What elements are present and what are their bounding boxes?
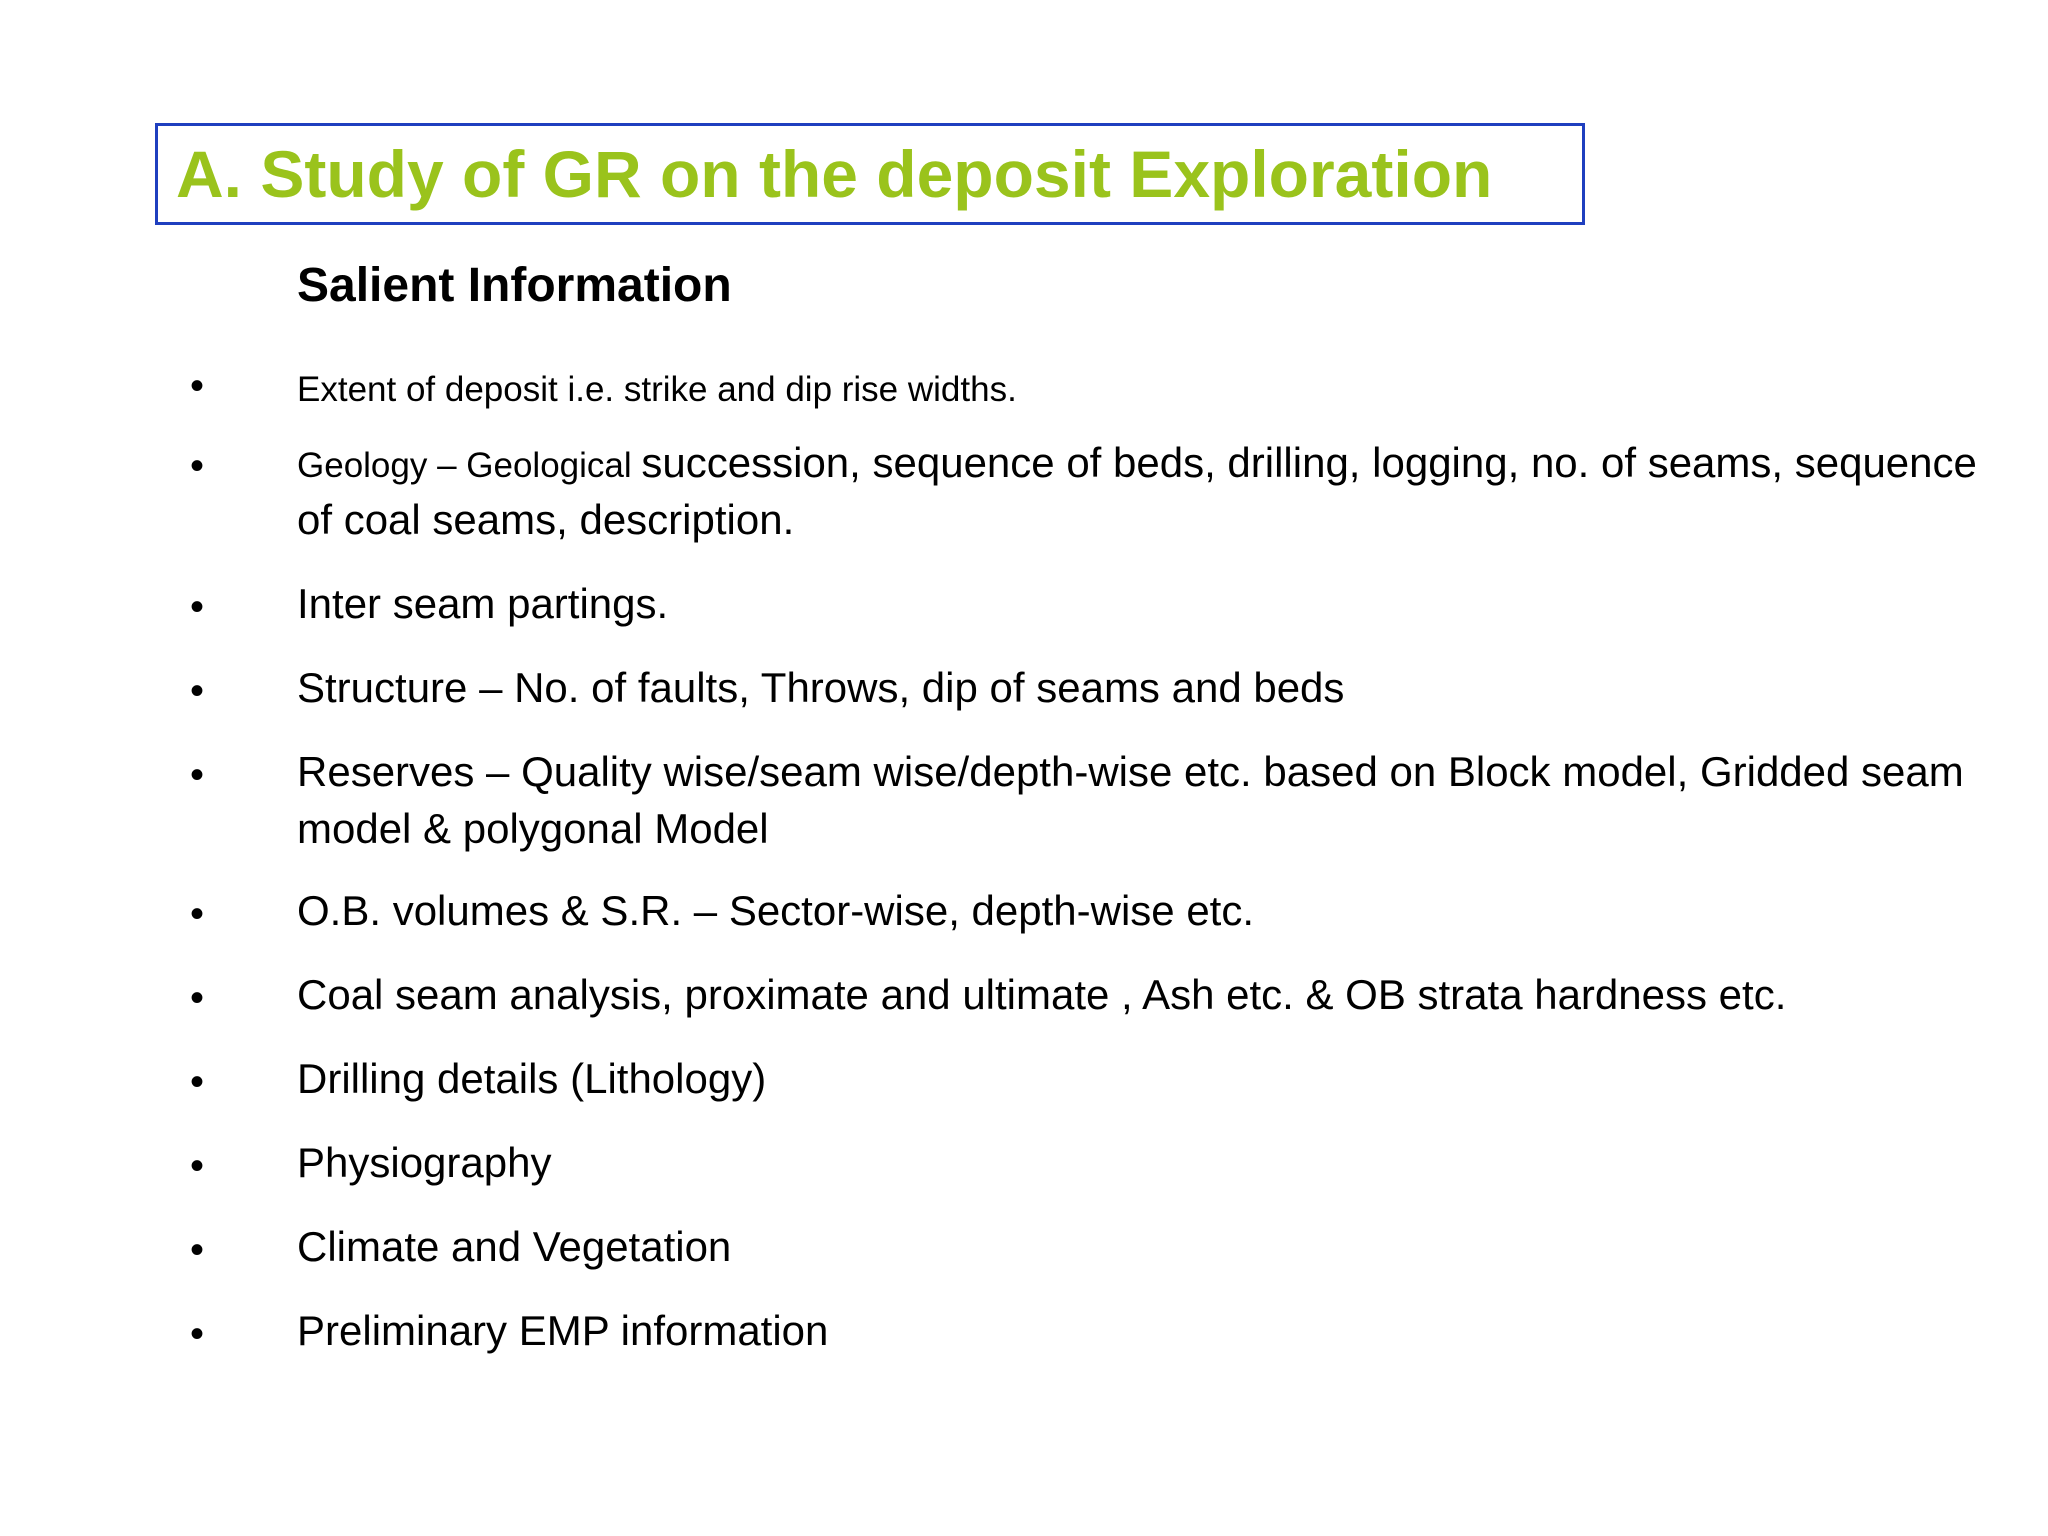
- list-item-text: Preliminary EMP information: [297, 1307, 829, 1354]
- bullet-icon: •: [190, 444, 205, 488]
- title-box: [155, 123, 1585, 225]
- bullet-icon: •: [190, 976, 205, 1020]
- bullet-icon: •: [190, 753, 205, 797]
- bullet-icon: •: [190, 669, 205, 713]
- bullet-icon: •: [190, 1228, 205, 1272]
- slide-title: A. Study of GR on the deposit Exploration: [176, 137, 1493, 211]
- list-item-text: Reserves – Quality wise/seam wise/depth-wise etc. based on Block model, Gridded seam model & polygonal Model: [297, 748, 1964, 852]
- bullet-icon: •: [190, 1060, 205, 1104]
- bullet-icon: •: [190, 364, 205, 408]
- bullet-icon: •: [190, 1144, 205, 1188]
- bullet-icon: •: [190, 1312, 205, 1356]
- list-item-text: Physiography: [297, 1139, 552, 1186]
- list-item-text: Coal seam analysis, proximate and ultimate , Ash etc. & OB strata hardness etc.: [297, 971, 1787, 1018]
- list-item-text: Inter seam partings.: [297, 580, 669, 627]
- slide-subtitle: Salient Information: [297, 259, 732, 312]
- list-item-text: Drilling details (Lithology): [297, 1055, 767, 1102]
- list-item-text: Climate and Vegetation: [297, 1223, 732, 1270]
- list-item-text: succession, sequence of beds, drilling, logging, no. of seams, sequence of coal seams, description.: [297, 439, 1977, 543]
- list-item-text: Geology – Geological: [297, 446, 642, 485]
- bullet-icon: •: [190, 892, 205, 936]
- list-item-text: O.B. volumes & S.R. – Sector-wise, depth-wise etc.: [297, 887, 1255, 934]
- list-item-text: Structure – No. of faults, Throws, dip of seams and beds: [297, 664, 1345, 711]
- list-item-text: Extent of deposit i.e. strike and dip rise widths.: [297, 370, 1017, 409]
- bullet-icon: •: [190, 585, 205, 629]
